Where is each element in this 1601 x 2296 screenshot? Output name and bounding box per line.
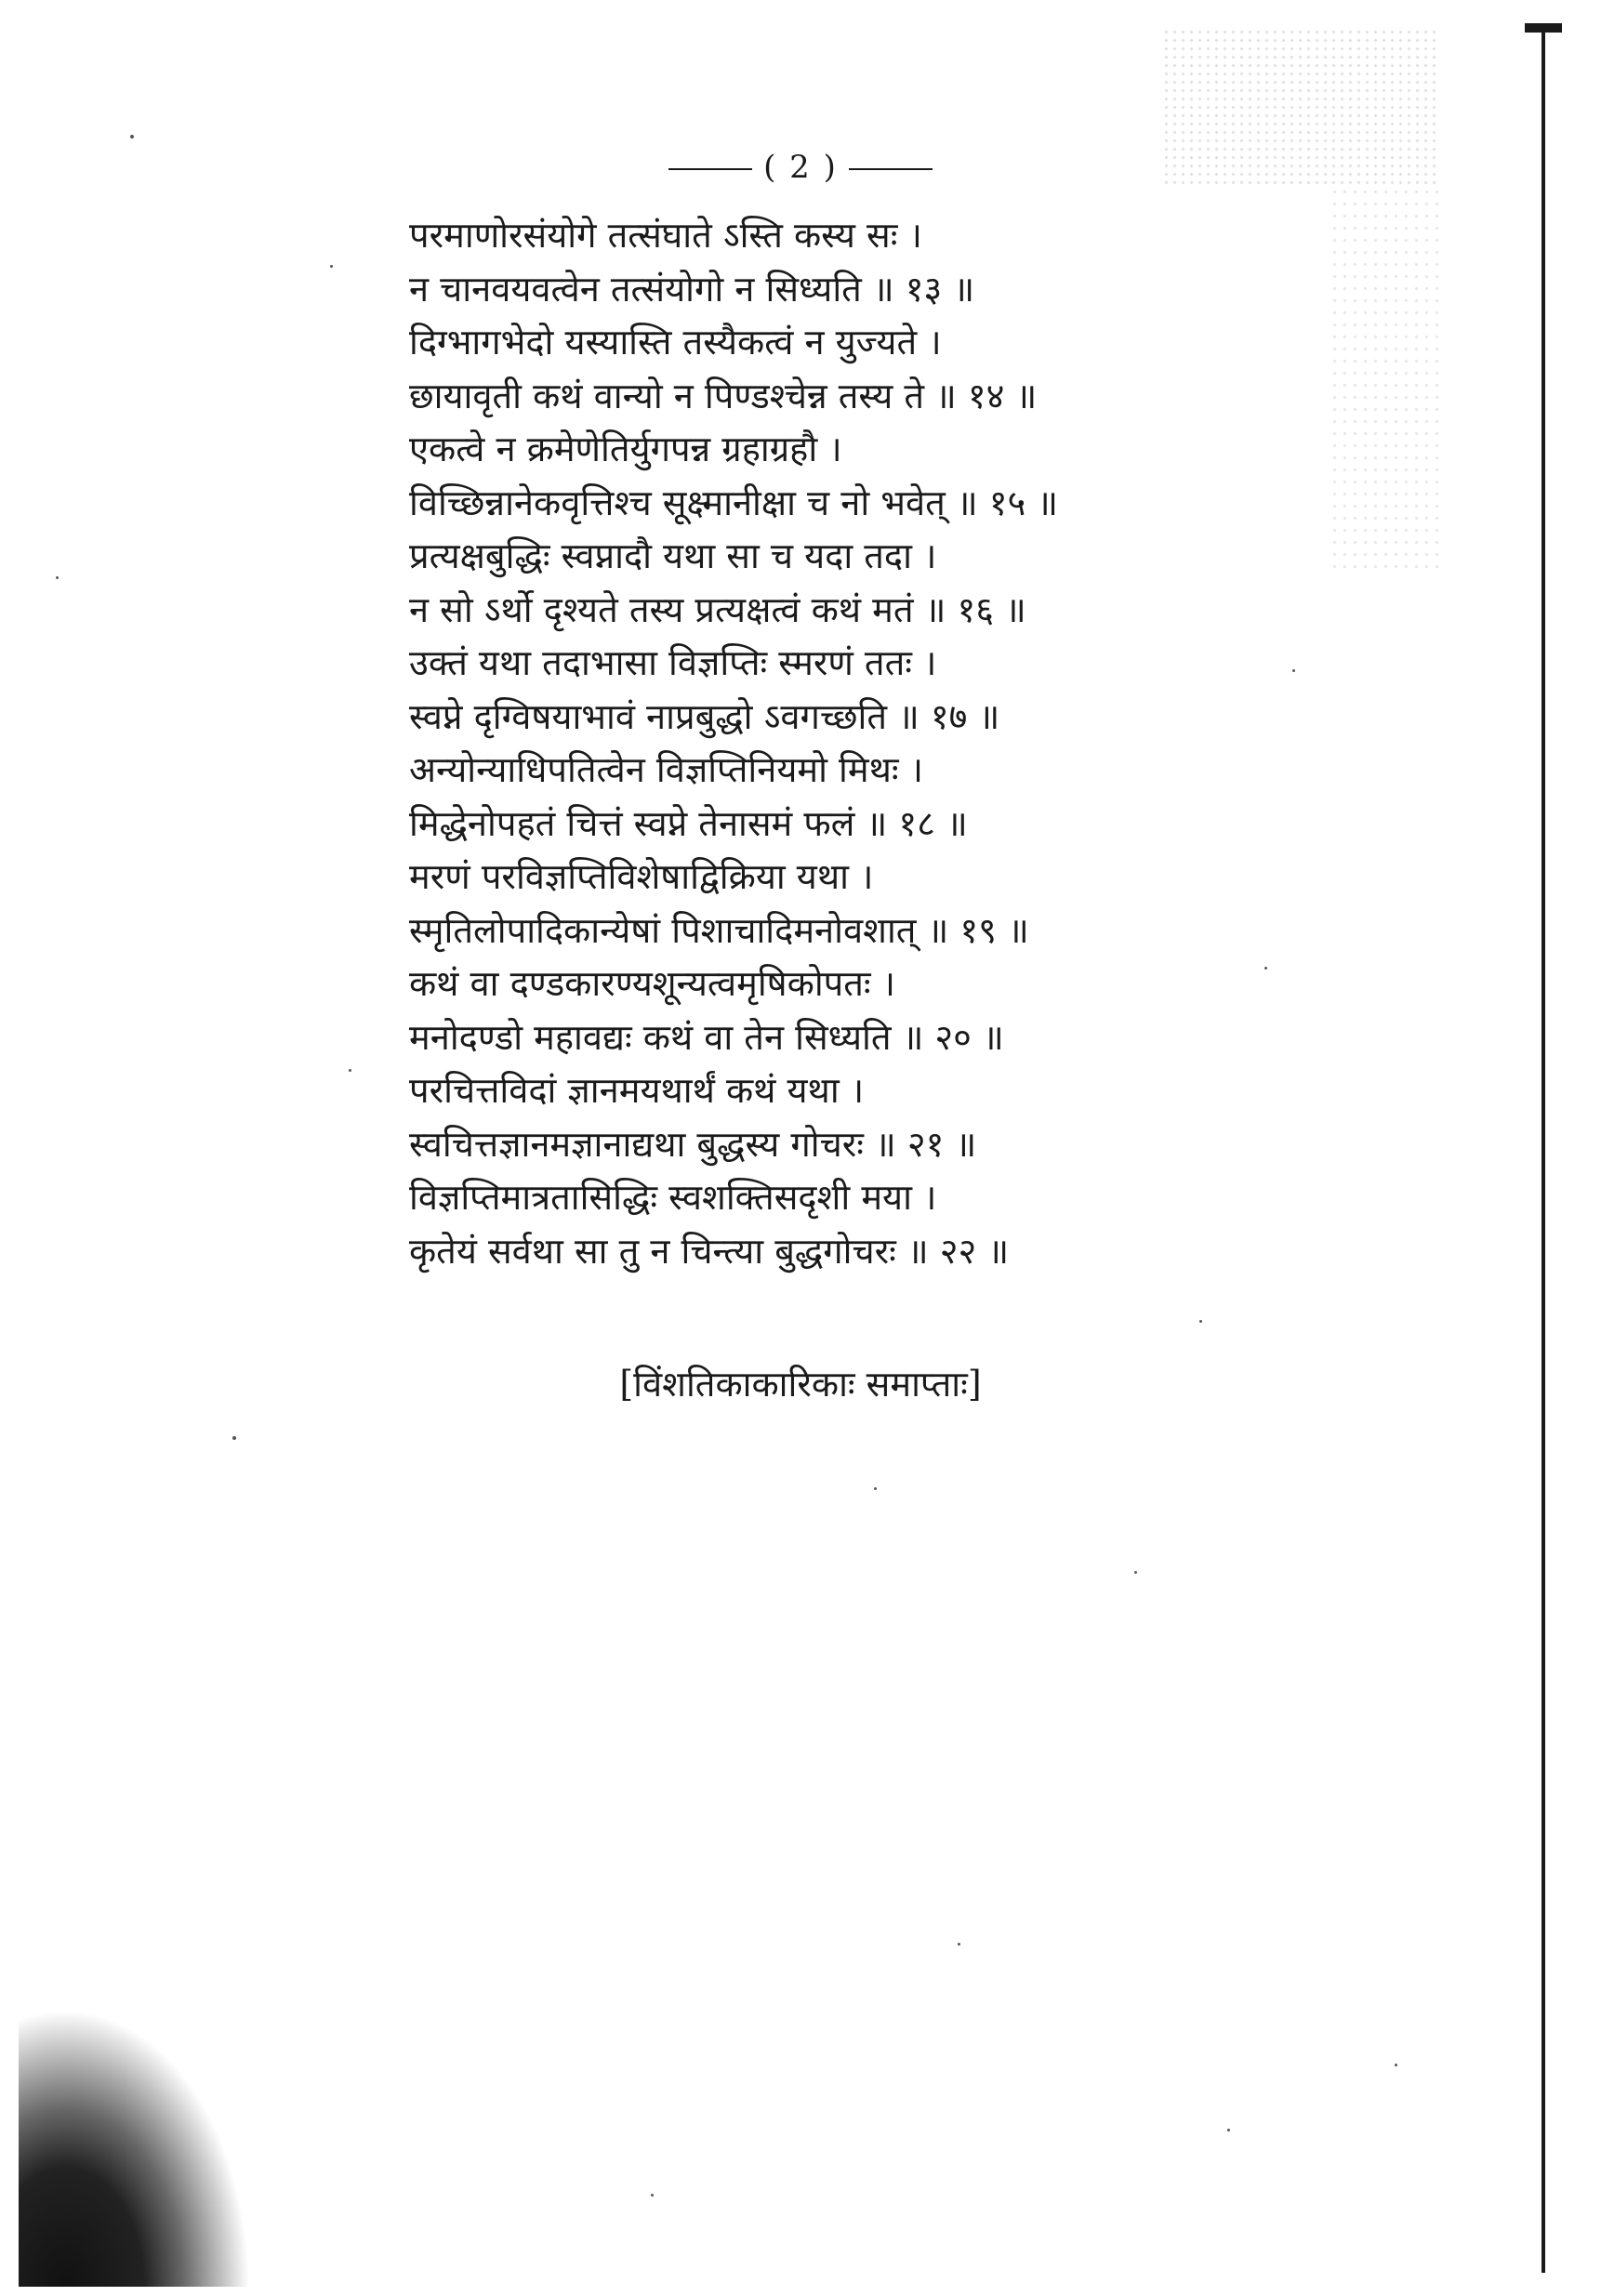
page-header: ( 2 ) bbox=[0, 149, 1601, 186]
speckle bbox=[1264, 967, 1267, 970]
verse-line: एकत्वे न क्रमेणेतिर्युगपन्न ग्रहाग्रहौ । bbox=[409, 429, 842, 469]
verse-line: प्रत्यक्षबुद्धिः स्वप्नादौ यथा सा च यदा तदा । bbox=[409, 535, 937, 576]
verse-line: न चानवयवत्वेन तत्संयोगो न सिध्यति ॥ १३ ॥ bbox=[409, 268, 975, 310]
speckle bbox=[1292, 669, 1295, 672]
verse-line: परमाणोरसंयोगे तत्संघाते ऽस्ति कस्य सः । bbox=[409, 215, 922, 256]
verse-line: परचित्तविदां ज्ञानमयथार्थं कथं यथा । bbox=[409, 1070, 865, 1111]
header-rule-right bbox=[849, 168, 933, 170]
speckle bbox=[330, 265, 333, 268]
verse-line: विच्छिन्नानेकवृत्तिश्च सूक्ष्मानीक्षा च नो भवेत् ॥ १५ ॥ bbox=[409, 482, 1059, 523]
speckle bbox=[1395, 2064, 1397, 2066]
verse-line: उक्तं यथा तदाभासा विज्ञप्तिः स्मरणं ततः । bbox=[409, 642, 937, 683]
speckle bbox=[232, 1436, 236, 1440]
verse-line: स्मृतिलोपादिकान्येषां पिशाचादिमनोवशात् ॥ १९ ॥ bbox=[409, 909, 1029, 951]
verse-line: मिद्धेनोपहतं चित्तं स्वप्ने तेनासमं फलं ॥ १८ ॥ bbox=[409, 802, 968, 844]
verse-line: मनोदण्डो महावद्यः कथं वा तेन सिध्यति ॥ २० ॥ bbox=[409, 1016, 1004, 1058]
speckle bbox=[958, 1943, 960, 1946]
speckle bbox=[651, 2194, 654, 2197]
speckle bbox=[874, 1487, 877, 1490]
colophon: [विंशतिकाकारिकाः समाप्ताः] bbox=[619, 1364, 982, 1405]
speckle bbox=[1199, 1320, 1202, 1323]
verse-line: कृतेयं सर्वथा सा तु न चिन्त्या बुद्धगोचरः ॥ २२ ॥ bbox=[409, 1230, 1010, 1272]
verse-line: अन्योन्याधिपतित्वेन विज्ञप्तिनियमो मिथः । bbox=[409, 749, 924, 790]
speckle bbox=[349, 1069, 351, 1072]
verse-line: न सो ऽर्थो दृश्यते तस्य प्रत्यक्षत्वं कथं मतं ॥ १६ ॥ bbox=[409, 588, 1026, 630]
verse-line: स्वप्ने दृग्विषयाभावं नाप्रबुद्धो ऽवगच्छति ॥ १७ ॥ bbox=[409, 695, 1000, 737]
scan-noise-right bbox=[1330, 186, 1441, 576]
speckle bbox=[130, 135, 134, 139]
verse-line: कथं वा दण्डकारण्यशून्यत्वमृषिकोपतः । bbox=[409, 963, 896, 1004]
speckle bbox=[1134, 1571, 1137, 1574]
verse-line: दिग्भागभेदो यस्यास्ति तस्यैकत्वं न युज्यते । bbox=[409, 322, 942, 363]
page-edge-rule bbox=[1541, 23, 1545, 2273]
speckle bbox=[1227, 2129, 1230, 2131]
scan-corner-blot bbox=[19, 2008, 251, 2287]
header-rule-left bbox=[668, 168, 752, 170]
verse-block bbox=[409, 209, 1246, 1278]
verse-line: स्वचित्तज्ञानमज्ञानाद्यथा बुद्धस्य गोचरः ॥ २१ ॥ bbox=[409, 1123, 977, 1165]
verse-line: मरणं परविज्ञप्तिविशेषाद्विक्रिया यथा । bbox=[409, 856, 874, 897]
speckle bbox=[56, 576, 59, 579]
verse-line: छायावृती कथं वान्यो न पिण्डश्चेन्न तस्य ते ॥ १४ ॥ bbox=[409, 375, 1038, 416]
page-number: 2 bbox=[789, 149, 812, 186]
verse-line: विज्ञप्तिमात्रतासिद्धिः स्वशक्तिसदृशी मया । bbox=[409, 1177, 937, 1218]
